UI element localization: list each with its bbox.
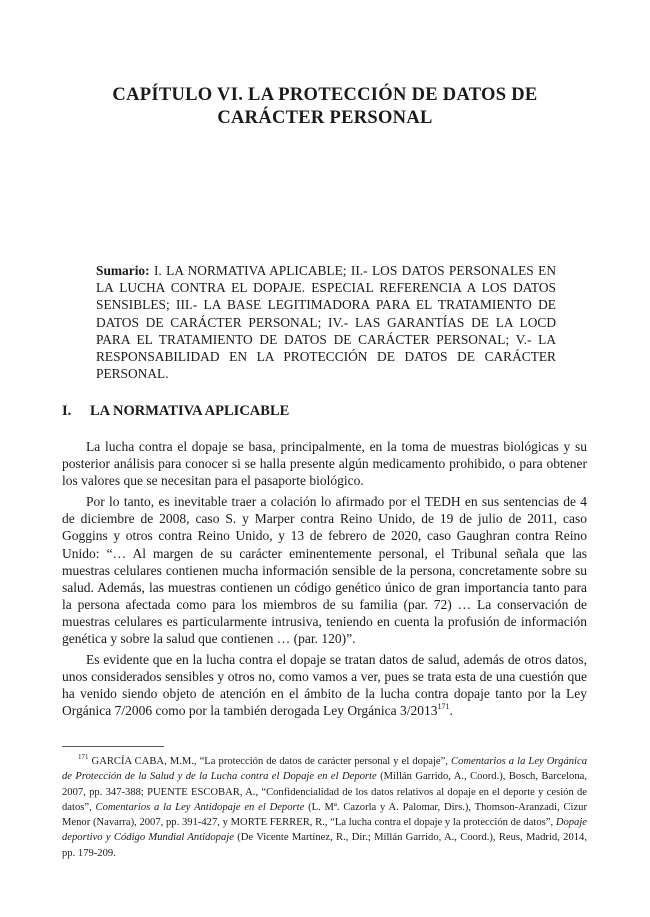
footnote-text-4: (De Vicente Martínez, R., Dir.; Millán Garrido, A., Coord.), Reus, Madrid, 2014, pp. 179-209.	[62, 832, 587, 859]
footnote-work-title-3: Dopaje deportivo y Código Mundial Antidopaje	[62, 817, 587, 844]
section-heading	[62, 402, 289, 420]
footnote-text-2: (Millán Garrido, A., Coord.), Bosch, Barcelona, 2007, pp. 347-388; PUENTE ESCOBAR, A., “Confidencialidad de los datos relativos al dopaje en el deporte y cesión de datos”,	[62, 771, 587, 813]
paragraph-2: Por lo tanto, es inevitable traer a colación lo afirmado por el TEDH en sus sentencias de 4 de diciembre de 2008, caso S. y Marper contra Reino Unido, de 19 de julio de 2011, caso Goggins y otros contra Reino Unido, y 13 de febrero de 2020, caso Gaughran contra Reino Unido: “… Al margen de su carácter eminentemente personal, el Tribunal señala que las muestras celulares contienen mucha información sensible de la persona, concretamente sobre su salud. Además, las muestras contienen un código genético único de gran importancia tanto para la persona afectada como para los miembros de su familia (par. 72) … La conservación de muestras celulares es particularmente intrusiva, teniendo en cuenta la profusión de información genética y sobre la salud que contienen … (par. 120)”.	[62, 494, 587, 647]
paragraph-3	[62, 651, 587, 719]
footnote-work-title-1: Comentarios a la Ley Orgánica de Protección de la Salud y de la Lucha contra el Dopaje en el Deporte	[62, 756, 587, 783]
summary-text: I. LA NORMATIVA APLICABLE; II.- LOS DATOS PERSONALES EN LA LUCHA CONTRA EL DOPAJE. ESPECIAL REFERENCIA A LOS DATOS SENSIBLES; III.- LA BASE LEGITIMADORA PARA EL TRATAMIENTO DE DATOS DE CARÁCTER PERSONAL; IV.- LAS GARANTÍAS DE LA LOCD PARA EL TRATAMIENTO DE DATOS DE CARÁCTER PERSONAL; V.- LA RESPONSABILIDAD EN LA PROTECCIÓN DE DATOS DE CARÁCTER PERSONAL.	[96, 263, 556, 382]
footnote-reference[interactable]: 171	[437, 702, 450, 712]
section-number: I.	[62, 403, 72, 419]
footnote-text-1: GARCÍA CABA, M.M., “La protección de datos de carácter personal y el dopaje”,	[88, 756, 451, 767]
section-body	[62, 438, 587, 724]
footnote-171	[62, 754, 587, 861]
chapter-summary	[96, 262, 556, 382]
footnote-number: 171	[78, 753, 89, 761]
paragraph-1: La lucha contra el dopaje se basa, principalmente, en la toma de muestras biológicas y su posterior análisis para conocer si se halla presente algún medicamento prohibido, o para obtener los valores que se necesitan para el pasaporte biológico.	[62, 439, 587, 489]
footnote-work-title-2: Comentarios a la Ley Antidopaje en el Deporte	[95, 801, 305, 813]
summary-label: Sumario:	[96, 263, 150, 278]
paragraph-3-end: .	[449, 703, 453, 719]
chapter-title: CAPÍTULO VI. LA PROTECCIÓN DE DATOS DE CARÁCTER PERSONAL	[112, 85, 538, 128]
section-title: LA NORMATIVA APLICABLE	[90, 403, 290, 419]
paragraph-3-text: Es evidente que en la lucha contra el dopaje se tratan datos de salud, además de otros datos, unos considerados sensibles y otros no, como vamos a ver, pues se trata esta de una cuestión que ha venido siendo objeto de atención en el ámbito de la lucha contra dopaje tanto por la Ley Orgánica 7/2006 como por la también derogada Ley Orgánica 3/2013	[62, 652, 587, 719]
footnote-separator	[62, 746, 164, 747]
footnote-text-3: (L. Mª. Cazorla y A. Palomar, Dirs.), Thomson-Aranzadi, Cizur Menor (Navarra), 2007, pp. 391-427, y MORTE FERRER, R., “La lucha contra el dopaje y la protección de datos”,	[62, 801, 587, 829]
